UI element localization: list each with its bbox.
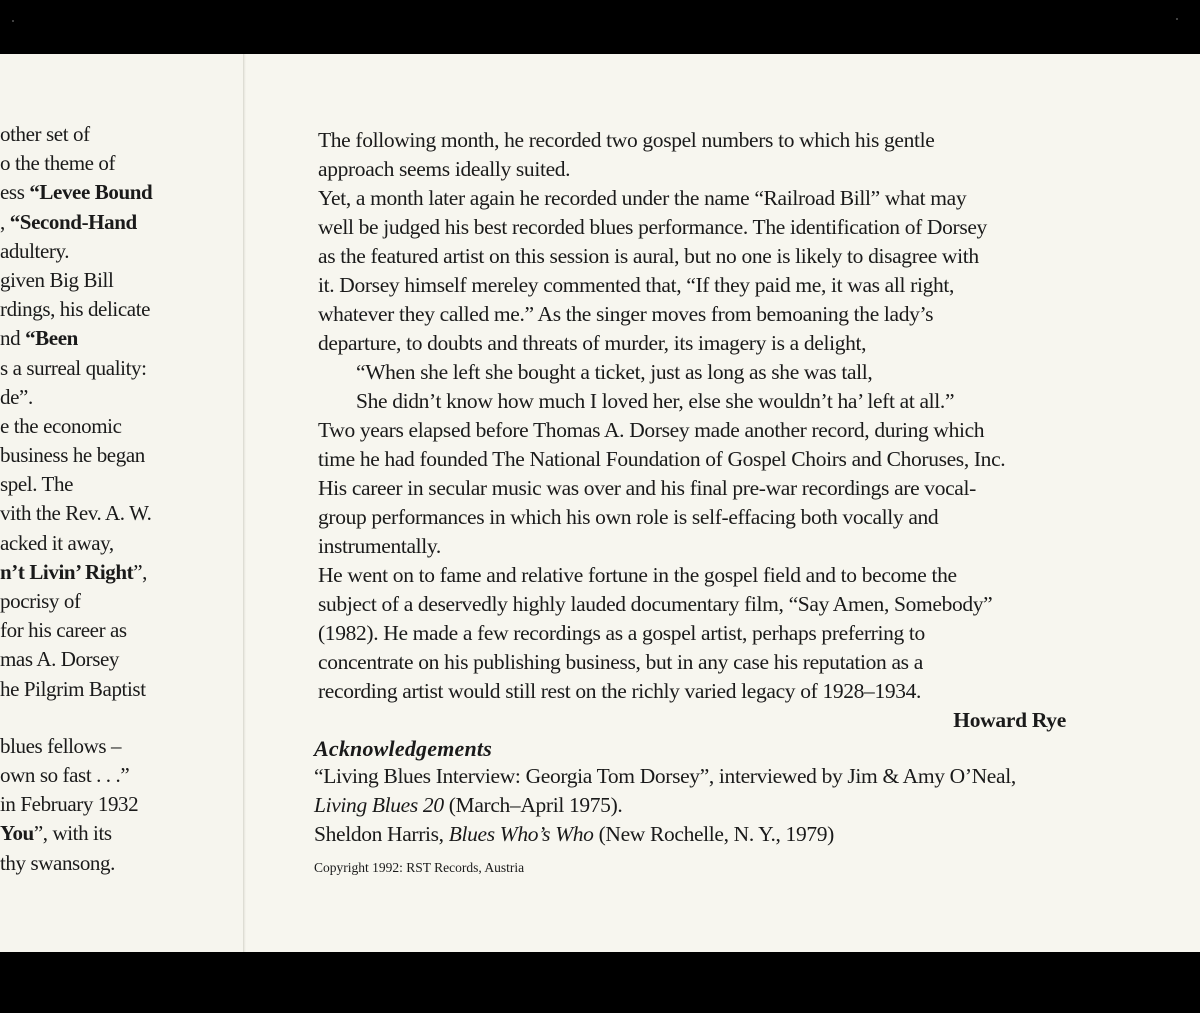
text-run: other set of <box>0 122 90 146</box>
paragraph-gap <box>0 704 243 732</box>
book-title: Blues Who’s Who <box>448 822 594 846</box>
author-signature: Howard Rye <box>953 708 1066 732</box>
text-run: nd <box>0 326 26 351</box>
acknowledgement-citation-1: “Living Blues Interview: Georgia Tom Dorsey”, interviewed by Jim & Amy O’Neal, <box>314 764 1016 788</box>
acknowledgement-citation-2 <box>314 820 1074 849</box>
left-text-line <box>0 675 243 704</box>
text-run: e the economic <box>0 413 122 438</box>
acknowledgements-heading: Acknowledgements <box>314 736 492 761</box>
left-page <box>0 54 243 952</box>
body-text-line: subject of a deservedly highly lauded documentary film, “Say Amen, Somebody” <box>318 592 993 616</box>
body-text-line: approach seems ideally suited. <box>318 157 571 181</box>
body-paragraph <box>318 561 1078 706</box>
left-text-line <box>0 120 243 149</box>
text-run: , <box>0 209 10 234</box>
lyric-quote <box>318 358 1078 416</box>
left-text-line <box>0 237 243 266</box>
body-text-line: it. Dorsey himself mereley commented that, “If they paid me, it was all right, <box>318 273 955 297</box>
text-run: he Pilgrim Baptist <box>0 676 146 701</box>
body-text-line: group performances in which his own role is self-effacing both vocally and <box>318 505 939 529</box>
left-text-line <box>0 849 243 878</box>
body-paragraph <box>318 126 1078 184</box>
left-text-line <box>0 354 243 383</box>
left-text-line <box>0 790 243 819</box>
text-run: o the theme of <box>0 151 116 176</box>
left-text-line <box>0 587 243 616</box>
text-run: adultery. <box>0 238 70 263</box>
left-text-line <box>0 819 243 848</box>
bold-song-title: “Second-Hand <box>9 209 137 234</box>
body-text-line: Two years elapsed before Thomas A. Dorsey made another record, during which <box>318 418 985 442</box>
body-text-line: His career in secular music was over and his final pre-war recordings are vocal- <box>318 476 976 500</box>
text-run: own so fast . . .” <box>0 762 130 787</box>
left-text-line <box>0 732 243 761</box>
left-text-line <box>0 470 243 499</box>
dust-speck <box>1176 18 1178 20</box>
text-run: business he began <box>0 443 145 468</box>
acknowledgement-citation-1-source <box>314 791 1074 820</box>
bold-song-title: n’t Livin’ Right <box>0 559 134 584</box>
left-text-line <box>0 208 243 237</box>
text-run: de”. <box>0 384 33 409</box>
body-text-line: time he had founded The National Foundation of Gospel Choirs and Choruses, Inc. <box>318 447 1006 471</box>
left-text-line <box>0 178 243 207</box>
text-run: mas A. Dorsey <box>0 647 120 672</box>
body-text-line: He went on to fame and relative fortune in the gospel field and to become the <box>318 563 957 587</box>
text-run: for his career as <box>0 618 127 643</box>
left-text-line <box>0 441 243 470</box>
text-run: vith the Rev. A. W. <box>0 501 152 526</box>
left-text-line <box>0 149 243 178</box>
body-text-line: (1982). He made a few recordings as a gospel artist, perhaps preferring to <box>318 621 925 645</box>
citation-author: Sheldon Harris, <box>314 822 449 846</box>
text-run: ”, with its <box>33 821 112 846</box>
left-page-text-column <box>0 120 243 878</box>
body-text-line: recording artist would still rest on the richly varied legacy of 1928–1934. <box>318 679 922 703</box>
right-page <box>246 54 1200 952</box>
text-run: pocrisy of <box>0 589 81 613</box>
text-run: s a surreal quality: <box>0 355 147 380</box>
text-run: ess <box>0 180 30 205</box>
text-run: ”, <box>133 559 148 584</box>
text-run: thy swansong. <box>0 850 115 875</box>
lyric-line: She didn’t know how much I loved her, else she wouldn’t ha’ left at all.” <box>356 389 955 413</box>
body-text-line: whatever they called me.” As the singer moves from bemoaning the lady’s <box>318 302 934 326</box>
body-text-line: well be judged his best recorded blues performance. The identification of Dorsey <box>318 215 987 239</box>
bold-song-title: You <box>0 821 34 846</box>
bold-song-title: “Levee Bound <box>29 180 153 205</box>
text-run: acked it away, <box>0 530 114 555</box>
left-text-line <box>0 266 243 295</box>
left-text-line <box>0 558 243 587</box>
text-run: spel. The <box>0 472 73 497</box>
body-text-line: Yet, a month later again he recorded under the name “Railroad Bill” what may <box>318 186 967 210</box>
left-text-line <box>0 295 243 324</box>
text-run: blues fellows – <box>0 733 122 758</box>
text-run: in February 1932 <box>0 792 139 817</box>
dust-speck <box>12 20 14 22</box>
body-text-line: instrumentally. <box>318 534 441 558</box>
body-paragraph <box>318 184 1078 358</box>
lyric-line: “When she left she bought a ticket, just as long as she was tall, <box>356 360 873 384</box>
copyright-notice: Copyright 1992: RST Records, Austria <box>314 860 525 875</box>
body-text-line: departure, to doubts and threats of murder, its imagery is a delight, <box>318 331 867 355</box>
body-text-line: The following month, he recorded two gospel numbers to which his gentle <box>318 128 935 152</box>
left-text-line <box>0 383 243 412</box>
body-text-line: as the featured artist on this session is aural, but no one is likely to disagree with <box>318 244 979 268</box>
left-text-line <box>0 412 243 441</box>
right-page-text-column <box>314 126 1078 877</box>
book-publication: (New Rochelle, N. Y., 1979) <box>593 822 834 846</box>
left-text-line <box>0 645 243 674</box>
journal-issue-date: (March–April 1975). <box>443 793 623 817</box>
bold-song-title: “Been <box>25 326 78 351</box>
body-text-line: concentrate on his publishing business, but in any case his reputation as a <box>318 650 923 674</box>
left-text-line <box>0 499 243 528</box>
left-text-line <box>0 616 243 645</box>
liner-notes-body <box>318 126 1078 706</box>
text-run: given Big Bill <box>0 267 114 292</box>
left-text-line <box>0 761 243 790</box>
text-run: rdings, his delicate <box>0 297 151 322</box>
journal-title: Living Blues 20 <box>314 793 444 817</box>
body-paragraph <box>318 416 1078 561</box>
left-text-line <box>0 324 243 353</box>
left-text-line <box>0 529 243 558</box>
